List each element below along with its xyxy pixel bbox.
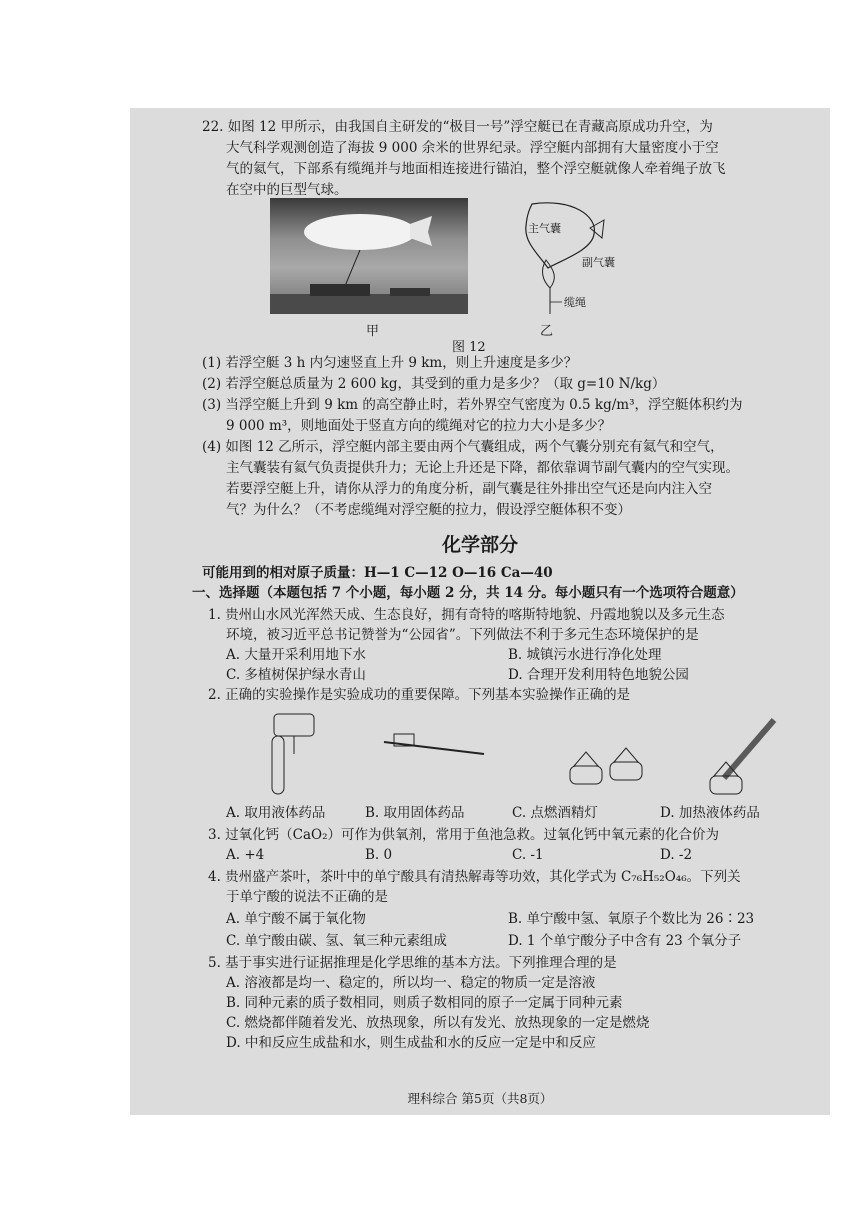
sub-bag-label: 副气囊: [582, 256, 615, 269]
q3-option-a: A. +4: [226, 847, 265, 863]
q4-stem-1: 4. 贵州盛产茶叶，茶叶中的单宁酸具有清热解毒等功效，其化学式为 C₇₆H₅₂O₄₆。下列关: [208, 869, 741, 885]
q2-option-a: A. 取用液体药品: [226, 805, 326, 821]
q4-option-b: B. 单宁酸中氢、氧原子个数比为 26∶23: [508, 911, 755, 927]
q5-option-c: C. 燃烧都伴随着发光、放热现象，所以有发光、放热现象的一定是燃烧: [226, 1015, 650, 1031]
q4-option-a: A. 单宁酸不属于氧化物: [226, 911, 366, 927]
q2-apparatus-figures: [214, 706, 794, 802]
q2-option-c: C. 点燃酒精灯: [512, 805, 598, 821]
q22-sub-3: (3) 当浮空艇上升到 9 km 的高空静止时，若外界空气密度为 0.5 kg/m³，浮空艇体积约为: [202, 397, 743, 413]
q22-sub-4d: 气？为什么？（不考虑缆绳对浮空艇的拉力，假设浮空艇体积不变）: [226, 502, 631, 518]
q4-option-d: D. 1 个单宁酸分子中含有 23 个氧分子: [508, 933, 742, 949]
q1-option-c: C. 多植树保护绿水青山: [226, 667, 366, 683]
q22-line-4: 在空中的巨型气球。: [226, 182, 348, 198]
q3-option-c: C. -1: [512, 847, 544, 863]
q5-option-d: D. 中和反应生成盐和水，则生成盐和水的反应一定是中和反应: [226, 1035, 596, 1051]
q22-line-1: 22. 如图 12 甲所示，由我国自主研发的“极目一号”浮空艇已在青藏高原成功升空，为: [202, 119, 713, 135]
q3-option-d: D. -2: [660, 847, 693, 863]
q22-line-2: 大气科学观测创造了海拔 9 000 余米的世界纪录。浮空艇内部拥有大量密度小于空: [226, 140, 719, 156]
q1-stem-2: 环境，被习近平总书记赞誉为“公园省”。下列做法不利于多元生态环境保护的是: [226, 627, 699, 643]
q5-option-b: B. 同种元素的质子数相同，则质子数相同的原子一定属于同种元素: [226, 995, 623, 1011]
q5-stem: 5. 基于事实进行证据推理是化学思维的基本方法。下列推理合理的是: [208, 955, 617, 971]
exam-page: [130, 108, 830, 1115]
q22-sub-4: (4) 如图 12 乙所示，浮空艇内部主要由两个气囊组成，两个气囊分别充有氦气和空气，: [202, 439, 724, 455]
q22-sub-2: (2) 若浮空艇总质量为 2 600 kg，其受到的重力是多少？（取 g=10 N/kg）: [202, 376, 666, 392]
chem-section-title: 化学部分: [441, 534, 518, 556]
section1-heading: 一、选择题（本题包括 7 个小题，每小题 2 分，共 14 分。每小题只有一个选项符合题意）: [192, 585, 744, 601]
q22-sub-1: (1) 若浮空艇 3 h 内匀速竖直上升 9 km，则上升速度是多少？: [202, 355, 578, 371]
q4-option-c: C. 单宁酸由碳、氢、氧三种元素组成: [226, 933, 447, 949]
q22-sub-4c: 若要浮空艇上升，请你从浮力的角度分析，副气囊是往外排出空气还是向内注入空: [226, 481, 712, 497]
q2-option-b: B. 取用固体药品: [365, 805, 465, 821]
figure-label-b: 乙: [540, 324, 554, 339]
q22-sub-3b: 9 000 m³，则地面处于竖直方向的缆绳对它的拉力大小是多少？: [226, 418, 612, 434]
q22-line-3: 气的氦气，下部系有缆绳并与地面相连接进行锚泊，整个浮空艇就像人牵着绳子放飞: [226, 161, 726, 177]
q22-sub-4b: 主气囊装有氦气负责提供升力；无论上升还是下降，都依靠调节副气囊内的空气实现。: [226, 460, 739, 476]
q4-stem-2: 于单宁酸的说法不正确的是: [226, 889, 388, 905]
main-bag-label: 主气囊: [528, 222, 561, 235]
q1-option-d: D. 合理开发利用特色地貌公园: [508, 667, 689, 683]
figure-label-a: 甲: [366, 324, 380, 339]
figure-caption: 图 12: [452, 340, 486, 355]
q1-stem-1: 1. 贵州山水风光浑然天成、生态良好，拥有奇特的喀斯特地貌、丹霞地貌以及多元生态: [208, 607, 725, 623]
atomic-mass-line: 可能用到的相对原子质量：H—1 C—12 O—16 Ca—40: [202, 565, 553, 581]
q3-stem: 3. 过氧化钙（CaO₂）可作为供氧剂，常用于鱼池急救。过氧化钙中氧元素的化合价为: [208, 827, 720, 843]
q2-stem: 2. 正确的实验操作是实验成功的重要保障。下列基本实验操作正确的是: [208, 687, 631, 703]
q1-option-b: B. 城镇污水进行净化处理: [508, 647, 662, 663]
airship-photo: [270, 198, 468, 314]
q2-option-d: D. 加热液体药品: [660, 805, 760, 821]
q1-option-a: A. 大量开采利用地下水: [226, 647, 366, 663]
q3-option-b: B. 0: [365, 847, 393, 863]
page-footer: 理科综合 第5页（共8页）: [407, 1091, 553, 1106]
cable-label: 缆绳: [564, 296, 586, 309]
q5-option-a: A. 溶液都是均一、稳定的，所以均一、稳定的物质一定是溶液: [226, 975, 596, 991]
